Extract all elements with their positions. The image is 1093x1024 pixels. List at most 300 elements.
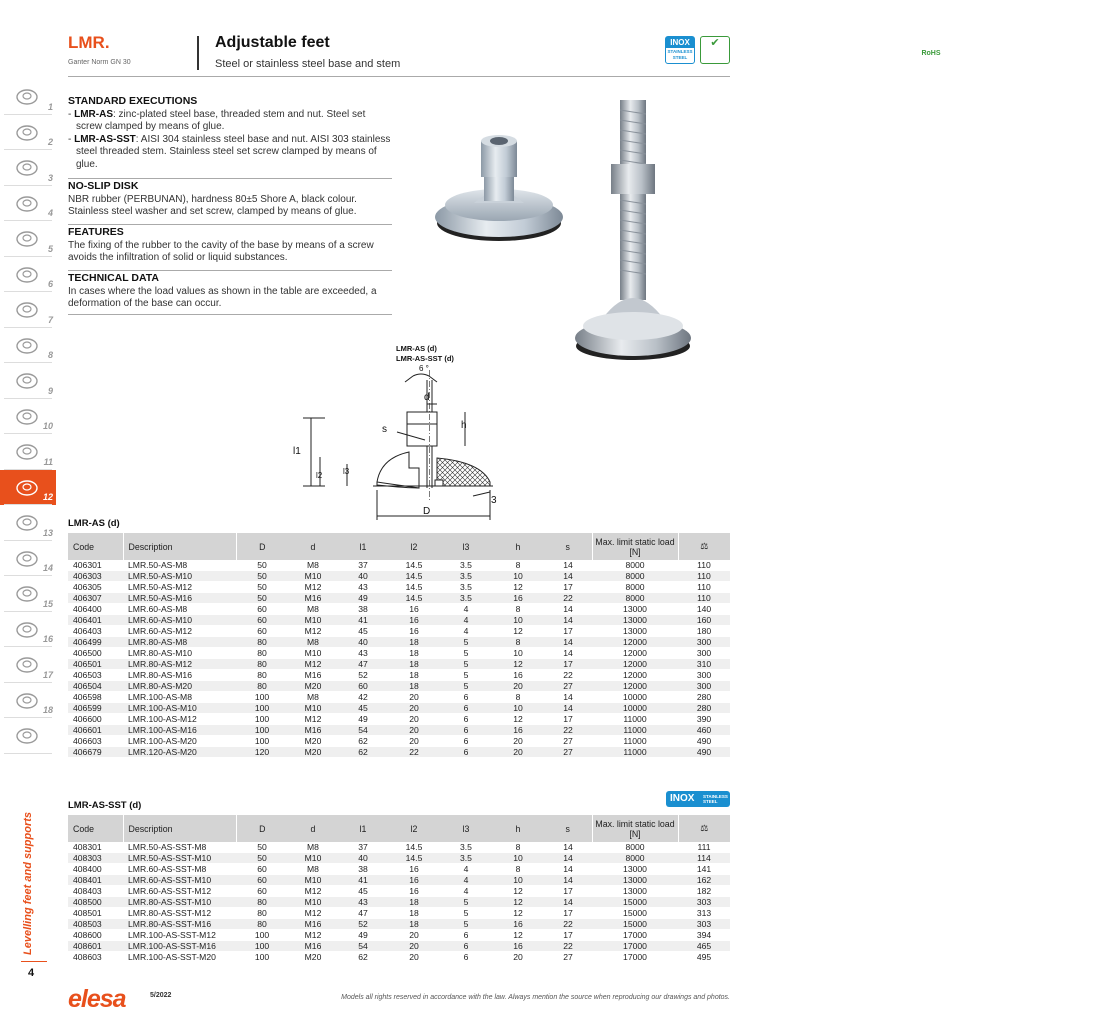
table-cell: 40	[338, 853, 388, 864]
table-cell: 408603	[68, 952, 123, 963]
table-cell: 27	[544, 952, 592, 963]
table-cell: 8000	[592, 582, 678, 593]
table-cell: 3.5	[440, 593, 492, 604]
bearing-icon	[14, 618, 40, 640]
table-header-row	[68, 815, 730, 842]
table-cell: M12	[288, 582, 338, 593]
col-l2: l2	[388, 815, 440, 842]
table-row	[68, 725, 730, 736]
table-cell: 50	[236, 560, 288, 571]
table-cell: 80	[236, 897, 288, 908]
table-cell: 16	[492, 593, 544, 604]
table-cell: 13000	[592, 604, 678, 615]
table-cell: 408301	[68, 842, 123, 853]
table-cell: 14	[544, 853, 592, 864]
table-cell: 406503	[68, 670, 123, 681]
knob-icon	[14, 121, 40, 143]
table-cell: 60	[236, 615, 288, 626]
sidebar-item-number: 10	[42, 421, 53, 431]
table-cell: LMR.80-AS-SST-M12	[123, 908, 236, 919]
table-cell: 18	[388, 637, 440, 648]
table-cell: 14.5	[388, 842, 440, 853]
indicator-icon	[14, 298, 40, 320]
table-row	[68, 604, 730, 615]
table-row	[68, 941, 730, 952]
col-code: Code	[68, 533, 123, 560]
sidebar-item-number: 15	[42, 598, 53, 609]
sidebar-item-14[interactable]	[0, 541, 56, 577]
table-cell: 11000	[592, 736, 678, 747]
table-cell: 80	[236, 637, 288, 648]
table-cell: 406303	[68, 571, 123, 582]
table-cell: 52	[338, 919, 388, 930]
table-cell: 80	[236, 908, 288, 919]
table-cell: 20	[492, 747, 544, 758]
rohs-badge-label: RoHS	[921, 50, 941, 57]
product-code: LMR.	[68, 33, 110, 52]
table-cell: 390	[678, 714, 730, 725]
table-cell: 60	[338, 681, 388, 692]
table-cell: 8000	[592, 560, 678, 571]
table-cell: 406603	[68, 736, 123, 747]
sidebar-item-5[interactable]	[0, 221, 56, 257]
col-description: Description	[123, 533, 236, 560]
table-row	[68, 736, 730, 747]
table-cell: 280	[678, 703, 730, 714]
table-cell: 100	[236, 941, 288, 952]
table-cell: 45	[338, 703, 388, 714]
table-cell: 14	[544, 615, 592, 626]
handle-icon	[14, 192, 40, 214]
table-cell: M20	[288, 736, 338, 747]
table-row	[68, 714, 730, 725]
table-cell: 8000	[592, 842, 678, 853]
table-cell: 13000	[592, 875, 678, 886]
norm-reference: Ganter Norm GN 30	[68, 59, 131, 66]
sidebar-item-9[interactable]	[0, 363, 56, 399]
table-cell: 52	[338, 670, 388, 681]
table-cell: 406401	[68, 615, 123, 626]
table-cell: 3.5	[440, 560, 492, 571]
table-cell: 60	[236, 604, 288, 615]
standard-item-2-text: : AISI 304 stainless steel base and nut. AISI 303 stainless steel threaded stem. Stainless steel set screw clamped by means of glue.	[76, 133, 391, 170]
table-row	[68, 648, 730, 659]
table-cell: 14	[544, 571, 592, 582]
table-cell: 4	[440, 626, 492, 637]
table-cell: 12000	[592, 670, 678, 681]
table-cell: 4	[440, 615, 492, 626]
table-row	[68, 681, 730, 692]
table-cell: LMR.100-AS-M16	[123, 725, 236, 736]
table-cell: M8	[288, 604, 338, 615]
flat-hinge-icon	[14, 511, 40, 533]
table-cell: LMR.60-AS-M10	[123, 615, 236, 626]
scale-icon: ⚖	[678, 815, 730, 842]
table-row	[68, 842, 730, 853]
table-cell: 100	[236, 736, 288, 747]
sidebar-item-3[interactable]	[0, 150, 56, 186]
table-cell: LMR.50-AS-M16	[123, 593, 236, 604]
table-cell: 408303	[68, 853, 123, 864]
table-row	[68, 571, 730, 582]
table-cell: 406305	[68, 582, 123, 593]
sidebar-item-number: 5	[47, 243, 53, 254]
table-cell: 20	[388, 930, 440, 941]
table-row	[68, 886, 730, 897]
table-cell: 22	[544, 919, 592, 930]
table-cell: 17	[544, 930, 592, 941]
table-cell: 120	[236, 747, 288, 758]
table-cell: 182	[678, 886, 730, 897]
table-cell: 60	[236, 626, 288, 637]
table-cell: 100	[236, 692, 288, 703]
table-cell: 18	[388, 681, 440, 692]
sidebar-item-12[interactable]	[0, 470, 56, 506]
table1-title: LMR-AS (d)	[68, 518, 120, 529]
sidebar-item-2[interactable]	[0, 115, 56, 151]
product-photo-tall	[573, 100, 693, 362]
table-cell: 14	[544, 842, 592, 853]
table-cell: M10	[288, 897, 338, 908]
standard-item-1: - LMR-AS: zinc-plated steel base, threaded stem and nut. Steel set screw clamped by means of glue.	[68, 108, 366, 133]
table-cell: 6	[440, 714, 492, 725]
table-cell: 406501	[68, 659, 123, 670]
table-cell: 114	[678, 853, 730, 864]
table-cell: 12	[492, 886, 544, 897]
standard-item-2-code: LMR-AS-SST	[74, 133, 136, 145]
table-cell: 14	[544, 692, 592, 703]
table-cell: 140	[678, 604, 730, 615]
table-cell: 3.5	[440, 571, 492, 582]
table-cell: LMR.50-AS-M12	[123, 582, 236, 593]
table-cell: M16	[288, 725, 338, 736]
table-cell: 408600	[68, 930, 123, 941]
table-cell: 49	[338, 593, 388, 604]
table-cell: 80	[236, 681, 288, 692]
page-number: 4	[28, 967, 35, 979]
table-row	[68, 637, 730, 648]
table-cell: LMR.100-AS-SST-M20	[123, 952, 236, 963]
table-row	[68, 919, 730, 930]
dim-h-label: h	[461, 420, 467, 431]
table-cell: 5	[440, 681, 492, 692]
col-description: Description	[123, 815, 236, 842]
table-cell: 180	[678, 626, 730, 637]
table-cell: LMR.80-AS-M16	[123, 670, 236, 681]
table-cell: 80	[236, 919, 288, 930]
sidebar-item-1[interactable]	[0, 79, 56, 115]
dim-l1-label: l1	[293, 446, 301, 457]
table-cell: 300	[678, 648, 730, 659]
table-cell: 8	[492, 692, 544, 703]
table-cell: 38	[338, 864, 388, 875]
table-cell: 37	[338, 842, 388, 853]
copyright-disclaimer: Models all rights reserved in accordance with the law. Always mention the source when reproducing our drawings and photos.	[341, 994, 730, 1001]
sidebar-item-8[interactable]	[0, 328, 56, 364]
col-l3: l3	[440, 815, 492, 842]
sidebar-item-18[interactable]	[0, 683, 56, 719]
table-cell: 16	[492, 725, 544, 736]
table-cell: 10	[492, 703, 544, 714]
table-cell: 47	[338, 659, 388, 670]
table-cell: 22	[544, 670, 592, 681]
table-cell: 50	[236, 571, 288, 582]
u-bolt-icon	[14, 440, 40, 462]
col-l1: l1	[338, 815, 388, 842]
standard-item-1-code: LMR-AS	[74, 108, 113, 120]
sidebar-item-17[interactable]	[0, 647, 56, 683]
drawing-label-2: LMR-AS-SST (d)	[396, 354, 454, 363]
table-cell: LMR.60-AS-SST-M8	[123, 864, 236, 875]
col-d: d	[288, 533, 338, 560]
table-cell: 43	[338, 648, 388, 659]
table-cell: 110	[678, 582, 730, 593]
table-cell: 5	[440, 908, 492, 919]
sidebar-item-10[interactable]	[0, 399, 56, 435]
table-cell: 100	[236, 952, 288, 963]
dim-s-label: s	[382, 424, 387, 435]
table-cell: 408401	[68, 875, 123, 886]
table-cell: 43	[338, 897, 388, 908]
sidebar-item-number: 18	[42, 705, 53, 715]
table-cell: 14	[544, 637, 592, 648]
table-cell: 406301	[68, 560, 123, 571]
table-cell: M12	[288, 886, 338, 897]
table-cell: 12000	[592, 659, 678, 670]
table-cell: M10	[288, 615, 338, 626]
table-cell: 110	[678, 593, 730, 604]
table-cell: 406601	[68, 725, 123, 736]
table-row	[68, 582, 730, 593]
table-cell: 41	[338, 875, 388, 886]
features-text: The fixing of the rubber to the cavity of the base by means of a screw avoids the infiltration of solid or liquid substances.	[68, 239, 374, 264]
table-cell: 14.5	[388, 571, 440, 582]
table-row	[68, 703, 730, 714]
dim-3-label: 3	[491, 495, 497, 506]
table-cell: 6	[440, 952, 492, 963]
table-cell: 4	[440, 604, 492, 615]
caster-icon	[14, 653, 40, 675]
table-cell: LMR.60-AS-M8	[123, 604, 236, 615]
table-cell: 14.5	[388, 853, 440, 864]
chain-link-icon	[14, 689, 40, 711]
page-number-rule	[21, 961, 47, 962]
table-cell: 80	[236, 670, 288, 681]
levelling-foot-icon	[14, 476, 40, 498]
table-row	[68, 560, 730, 571]
lmr-as-sst-table	[68, 815, 730, 963]
header-rule	[68, 76, 730, 77]
table-cell: 12	[492, 714, 544, 725]
table-cell: 12	[492, 659, 544, 670]
table-cell: LMR.80-AS-SST-M16	[123, 919, 236, 930]
table-cell: 17000	[592, 930, 678, 941]
table-cell: 310	[678, 659, 730, 670]
table-cell: 12	[492, 908, 544, 919]
table-row	[68, 747, 730, 758]
col-l3: l3	[440, 533, 492, 560]
sidebar-item-number: 11	[43, 456, 53, 467]
table-cell: M16	[288, 670, 338, 681]
table-cell: 17000	[592, 941, 678, 952]
dim-D-label: D	[423, 506, 431, 517]
inox-tag-label: INOX	[670, 793, 695, 804]
table-cell: 303	[678, 897, 730, 908]
table-cell: 160	[678, 615, 730, 626]
table-cell: 3.5	[440, 582, 492, 593]
table-cell: 14.5	[388, 593, 440, 604]
inox-badge	[665, 36, 695, 64]
sidebar-item-number: 7	[47, 314, 53, 325]
section-vertical-label: Levelling feet and supports	[22, 811, 34, 955]
features-section	[68, 226, 392, 265]
table-cell: 60	[236, 864, 288, 875]
table-cell: 17	[544, 626, 592, 637]
table-cell: 16	[492, 941, 544, 952]
table-cell: 406598	[68, 692, 123, 703]
table-cell: 100	[236, 714, 288, 725]
table-cell: 10000	[592, 703, 678, 714]
table-cell: 8	[492, 637, 544, 648]
table-cell: 12	[492, 582, 544, 593]
table-cell: M8	[288, 842, 338, 853]
table-cell: 8	[492, 864, 544, 875]
table-cell: 27	[544, 747, 592, 758]
inox-tag-sublabel: STAINLESS STEEL	[703, 794, 728, 804]
table-cell: 40	[338, 637, 388, 648]
table-cell: 110	[678, 560, 730, 571]
table-cell: 490	[678, 747, 730, 758]
table-cell: 8	[492, 604, 544, 615]
table-cell: 40	[338, 571, 388, 582]
table-cell: 5	[440, 919, 492, 930]
table-cell: 162	[678, 875, 730, 886]
table-cell: 37	[338, 560, 388, 571]
table-cell: 5	[440, 670, 492, 681]
technical-title: TECHNICAL DATA	[68, 272, 159, 284]
table-cell: 280	[678, 692, 730, 703]
table-cell: 22	[544, 593, 592, 604]
table-cell: 62	[338, 747, 388, 758]
drawing-label-1: LMR-AS (d)	[396, 344, 437, 353]
standard-item-1-text: : zinc-plated steel base, threaded stem and nut. Steel set screw clamped by means of glue.	[76, 108, 366, 133]
col-l2: l2	[388, 533, 440, 560]
table-cell: 16	[388, 604, 440, 615]
table-cell: 14	[544, 560, 592, 571]
angle-label: 6 °	[419, 364, 429, 373]
table-cell: 22	[544, 725, 592, 736]
table-cell: 10	[492, 648, 544, 659]
col-s: s	[544, 815, 592, 842]
noslip-title: NO-SLIP DISK	[68, 180, 139, 192]
table-cell: 12000	[592, 637, 678, 648]
table-cell: 16	[388, 615, 440, 626]
table-cell: 408500	[68, 897, 123, 908]
table-row	[68, 626, 730, 637]
table-cell: 394	[678, 930, 730, 941]
table-cell: 20	[492, 736, 544, 747]
table-cell: 490	[678, 736, 730, 747]
table-cell: 8000	[592, 571, 678, 582]
sidebar-item-7[interactable]	[0, 292, 56, 328]
table-cell: 13000	[592, 626, 678, 637]
sidebar-item-number: 2	[47, 137, 53, 147]
table-cell: 6	[440, 725, 492, 736]
table-cell: 16	[388, 626, 440, 637]
col-l1: l1	[338, 533, 388, 560]
dim-d-label: d	[424, 392, 430, 403]
table-cell: 100	[236, 725, 288, 736]
sidebar-item-number: 4	[47, 208, 53, 218]
table-cell: 313	[678, 908, 730, 919]
inox-tag	[666, 791, 730, 807]
table-cell: 54	[338, 941, 388, 952]
page-title: Adjustable feet	[215, 34, 330, 51]
table-cell: M20	[288, 747, 338, 758]
table-cell: 6	[440, 930, 492, 941]
sidebar-item-11[interactable]	[0, 434, 56, 470]
check-icon: ✔	[710, 37, 720, 49]
sidebar-item-more[interactable]	[0, 718, 56, 754]
table-cell: M12	[288, 930, 338, 941]
sidebar-item-6[interactable]	[0, 257, 56, 293]
sidebar-item-16[interactable]	[0, 612, 56, 648]
table-cell: 300	[678, 637, 730, 648]
table-cell: M16	[288, 593, 338, 604]
table-cell: 300	[678, 670, 730, 681]
table-cell: 38	[338, 604, 388, 615]
table-cell: 11000	[592, 714, 678, 725]
table-cell: LMR.50-AS-M8	[123, 560, 236, 571]
category-sidebar	[0, 79, 56, 754]
table-cell: LMR.120-AS-M20	[123, 747, 236, 758]
col-load: Max. limit static load [N]	[592, 533, 678, 560]
table-cell: 50	[236, 593, 288, 604]
table-cell: 20	[388, 736, 440, 747]
table-cell: 20	[388, 692, 440, 703]
sidebar-item-4[interactable]	[0, 186, 56, 222]
table-cell: LMR.100-AS-M12	[123, 714, 236, 725]
table-cell: M16	[288, 941, 338, 952]
table-cell: 6	[440, 747, 492, 758]
table-cell: 12000	[592, 648, 678, 659]
table-cell: 42	[338, 692, 388, 703]
col-D: D	[236, 533, 288, 560]
dim-l2-label: l2	[316, 471, 323, 480]
table-cell: 50	[236, 842, 288, 853]
table-cell: 45	[338, 626, 388, 637]
table-cell: 13000	[592, 886, 678, 897]
table-cell: M10	[288, 703, 338, 714]
col-s: s	[544, 533, 592, 560]
table-cell: 14	[544, 604, 592, 615]
table-cell: 13000	[592, 864, 678, 875]
table-cell: 27	[544, 681, 592, 692]
table-cell: 10	[492, 571, 544, 582]
table-cell: LMR.60-AS-SST-M10	[123, 875, 236, 886]
table-cell: M20	[288, 952, 338, 963]
table-cell: 41	[338, 615, 388, 626]
table-cell: 15000	[592, 908, 678, 919]
table-cell: LMR.100-AS-M8	[123, 692, 236, 703]
table-cell: 17000	[592, 952, 678, 963]
noslip-section	[68, 180, 392, 219]
table-cell: 408403	[68, 886, 123, 897]
section-divider	[68, 224, 392, 225]
sidebar-item-13[interactable]	[0, 505, 56, 541]
sidebar-item-15[interactable]	[0, 576, 56, 612]
sidebar-item-number: 12	[42, 492, 53, 502]
